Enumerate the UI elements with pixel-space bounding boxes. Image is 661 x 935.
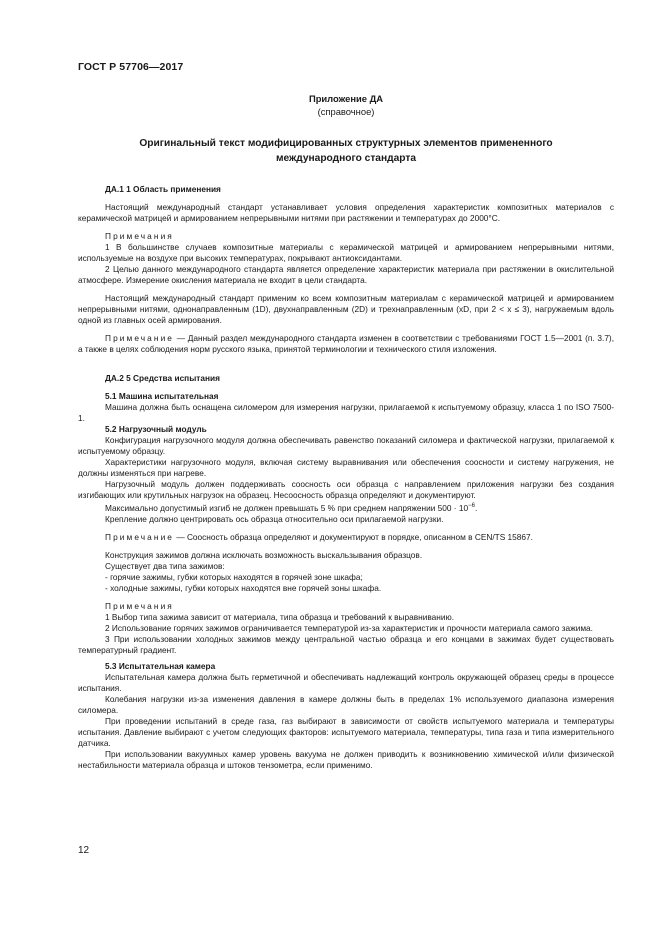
note-text: — Данный раздел международного стандарта изменен в соответствии с требованиями ГОСТ 1.5—2001 (п. 3.7), а также в целях соблюдения норм русского языка, принятой терминологии и технического стиля изложения. xyxy=(78,333,614,354)
note-item: 1 Выбор типа зажима зависит от материала, типа образца и требований к выравниванию. xyxy=(105,611,455,622)
section-title-line-1: Оригинальный текст модифицированных структурных элементов примененного xyxy=(139,138,553,149)
note-paragraph xyxy=(78,333,614,355)
list-item: - горячие зажимы, губки которых находятся в горячей зоне шкафа; xyxy=(105,571,363,582)
paragraph: Крепление должно центрировать ось образца относительно оси прилагаемой нагрузки. xyxy=(105,513,444,524)
paragraph: Конфигурация нагрузочного модуля должна обеспечивать равенство показаний силомера и фактической нагрузки, прилагаемой к испытуемому образцу. xyxy=(78,435,614,456)
section-title xyxy=(78,136,614,166)
paragraph: Машина должна быть оснащена силомером для измерения нагрузки, прилагаемой к испытуемому образцу, класса 1 по ISO 7500-1. xyxy=(78,402,614,423)
paragraph: Испытательная камера должна быть герметичной и обеспечивать надлежащий контроль окружающей образец среды в процессе испытания. xyxy=(78,671,614,693)
note-item: 2 Целью данного международного стандарта является определение характеристик материала при растяжении в окислительной атмосфере. Измерение окисления материала не входит в цели стандарта. xyxy=(78,264,614,285)
section-da1-heading: ДА.1 1 Область применения xyxy=(105,184,221,194)
paragraph: При проведении испытаний в среде газа, газ выбирают в зависимости от свойств испытуемого материала и температуры испытания. Давление выбирают с учетом следующих факторов: испытуемого материала, температуры, типа газа и типа измерительного датчика. xyxy=(78,715,614,748)
note-item: 1 В большинстве случаев композитные материалы с керамической матрицей и армированием непрерывными нитями, используемые на воздухе при высоких температурах, покрывают антиоксидантами. xyxy=(78,242,614,263)
annex-title: Приложение ДА xyxy=(308,93,384,104)
paragraph: При использовании вакуумных камер уровень вакуума не должен приводить к возникновению химической и/или физической нестабильности материала образца и штоков тензометра, если применимо. xyxy=(78,748,614,770)
subsection-heading: 5.1 Машина испытательная xyxy=(105,391,219,401)
section-da2-heading: ДА.2 5 Средства испытания xyxy=(105,373,220,383)
paragraph: Конструкция зажимов должна исключать возможность выскальзывания образцов. xyxy=(105,549,423,560)
annex-heading xyxy=(78,92,614,118)
subsection-heading: 5.3 Испытательная камера xyxy=(105,660,216,671)
section-da1 xyxy=(78,184,614,355)
subsection-heading: 5.2 Нагрузочный модуль xyxy=(105,424,207,434)
notes-label: Примечания xyxy=(105,600,174,611)
note-text: — Соосность образца определяют и документируют в порядке, описанном в CEN/TS 15867. xyxy=(174,531,533,542)
note-item: 2 Использование горячих зажимов ограничивается температурой из-за характеристик и прочности материала самого зажима. xyxy=(105,622,593,633)
paragraph-text: Максимально допустимый изгиб не должен превышать 5 % при среднем напряжении 500 · 10 xyxy=(105,502,469,513)
annex-subtitle: (справочное) xyxy=(317,106,375,117)
note-item: 3 При использовании холодных зажимов между центральной частью образца и его концами в зажимах будет существовать температурный градиент. xyxy=(78,633,614,655)
paragraph: Колебания нагрузки из-за изменения давления в камере должны быть в пределах 1% используемого диапазона измерения силомера. xyxy=(78,693,614,715)
paragraph xyxy=(78,501,614,514)
paragraph: Настоящий международный стандарт применим ко всем композитным материалам с керамической матрицей и армированием непрерывными нитями, однонаправленным (1D), двухнаправленным (2D) и трехнаправленным (xD, при 2 < x ≤ 3), нагружаемым вдоль одной из главных осей армирования. xyxy=(78,293,614,325)
note-paragraph xyxy=(78,532,614,543)
paragraph-text: . xyxy=(474,502,478,513)
list-item: - холодные зажимы, губки которых находятся вне горячей зоны шкафа. xyxy=(105,582,382,593)
note-label: Примечание xyxy=(105,531,175,542)
page-number: 12 xyxy=(78,845,90,856)
note-label: Примечание xyxy=(105,333,175,343)
section-da2 xyxy=(78,373,614,771)
paragraph: Существует два типа зажимов: xyxy=(105,560,225,571)
paragraph: Настоящий международный стандарт устанавливает условия определения характеристик композитных материалов с керамической матрицей и армированием непрерывными нитями при растяжении и температурах до 2000°С. xyxy=(78,202,614,223)
superscript: −6 xyxy=(468,503,475,509)
section-title-line-2: международного стандарта xyxy=(275,153,417,164)
paragraph: Нагрузочный модуль должен поддерживать соосность оси образца с направлением приложения нагрузки без создания изгибающих или крутильных нагрузок на образец. Несоосность образца определяют и документируют. xyxy=(78,479,614,500)
paragraph: Характеристики нагрузочного модуля, включая систему выравнивания или обеспечения соосности и систему нагружения, не должны изменяться при нагреве. xyxy=(78,457,614,478)
notes-label: Примечания xyxy=(105,231,174,241)
document-id: ГОСТ Р 57706—2017 xyxy=(78,61,184,73)
